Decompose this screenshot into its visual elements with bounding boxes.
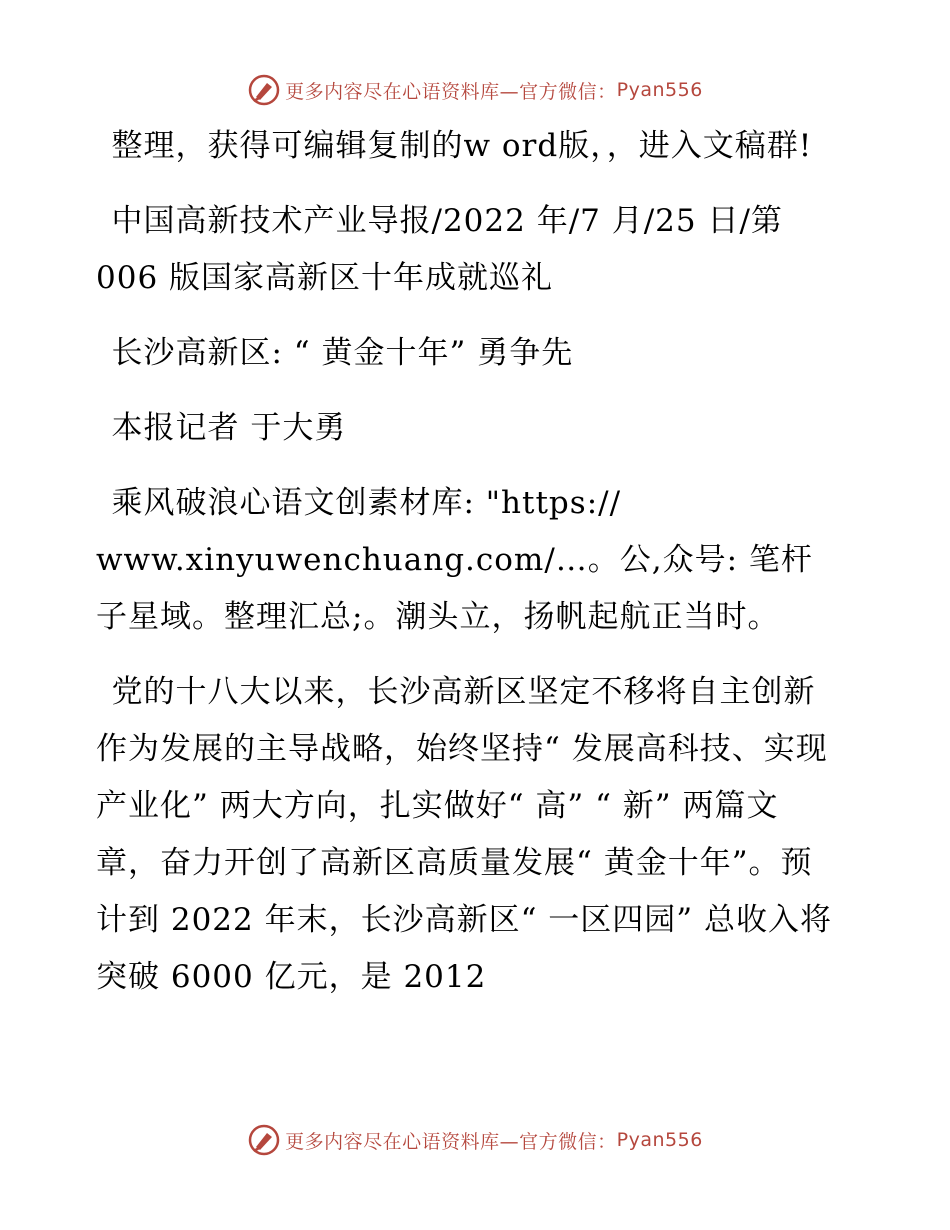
banner-account: Pyan556 <box>616 1129 703 1151</box>
paragraph-intro: 整理，获得可编辑复制的w ord版，，进入文稿群! <box>111 128 813 164</box>
banner-account: Pyan556 <box>616 79 703 101</box>
footer-watermark-banner <box>0 1120 950 1160</box>
paragraph-lead: 乘风破浪心语文创素材库: "https:// www.xinyuwenchuang.com/…。公,众号: 笔杆子星域。整理汇总;。潮头立，扬帆起航正当时。 <box>96 485 813 635</box>
banner-text: 更多内容尽在心语资料库—官方微信： <box>285 80 617 103</box>
article-byline: 本报记者 于大勇 <box>111 410 347 446</box>
header-watermark-banner <box>0 70 950 110</box>
banner-text: 更多内容尽在心语资料库—官方微信： <box>285 1130 617 1153</box>
pen-nib-icon <box>247 1123 281 1157</box>
paragraph-source: 中国高新技术产业导报/2022 年/7 月/25 日/第006 版国家高新区十年成就巡礼 <box>96 203 783 296</box>
article-title: 长沙高新区: “ 黄金十年” 勇争先 <box>111 335 574 371</box>
paragraph-body: 党的十八大以来，长沙高新区坚定不移将自主创新作为发展的主导战略，始终坚持“ 发展高科技、实现产业化” 两大方向，扎实做好“ 高” “ 新” 两篇文章，奋力开创了高新区高质量发展“ 黄金十年”。预计到 2022 年末，长沙高新区“ 一区四园” 总收入将突破 6000 亿元，是 2012 <box>96 674 833 995</box>
pen-nib-icon <box>247 73 281 107</box>
document-body <box>96 118 836 1024</box>
